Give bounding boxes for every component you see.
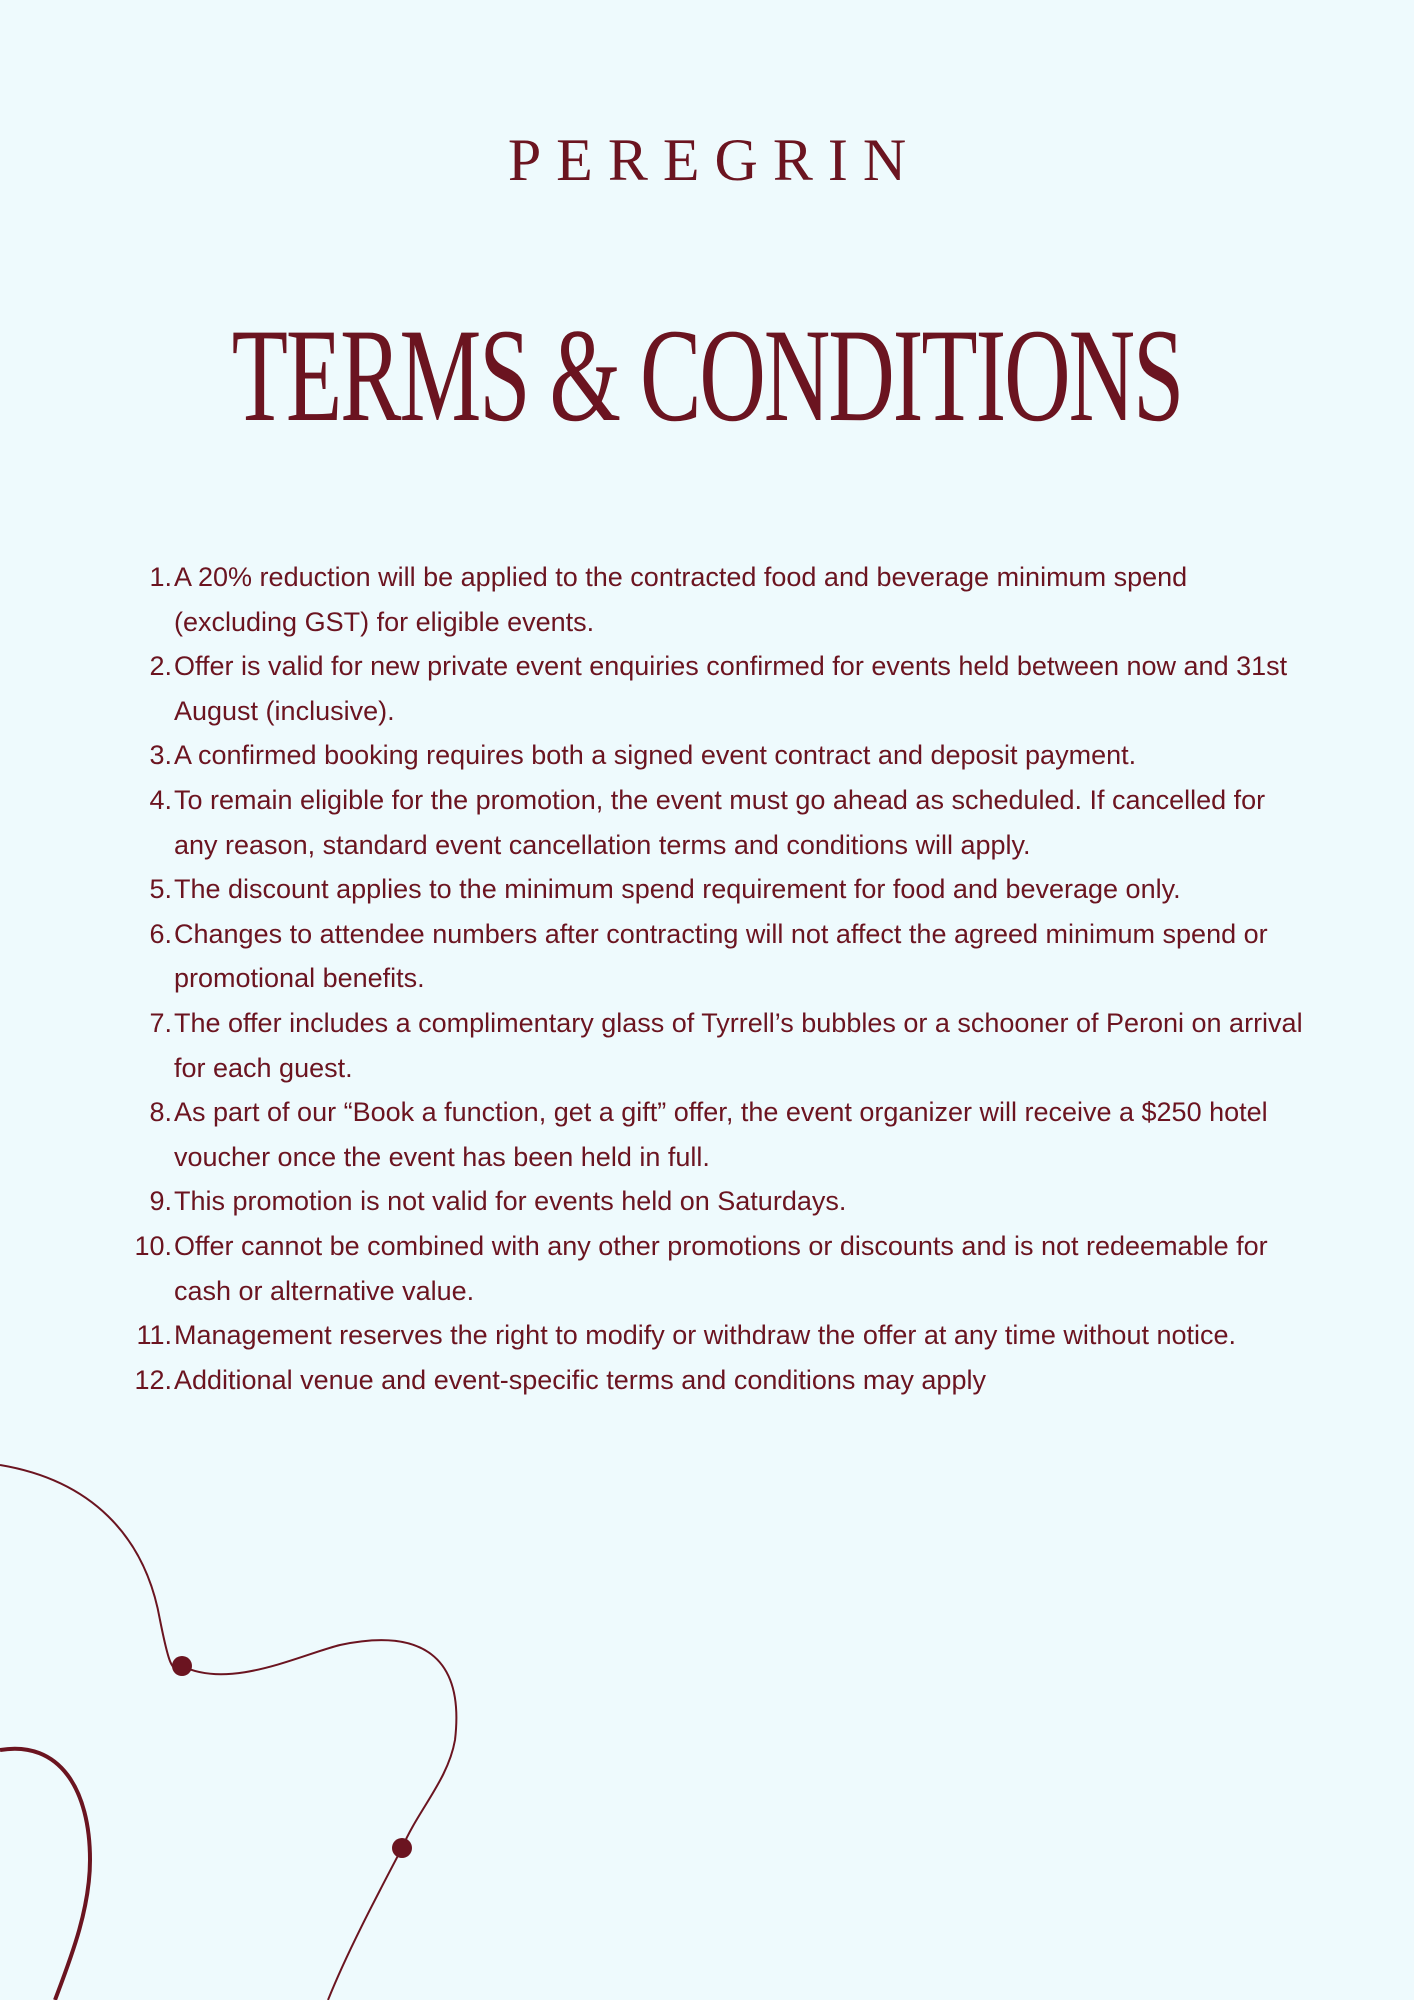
item-text: Management reserves the right to modify or withdraw the offer at any time without notice. bbox=[174, 1320, 1237, 1351]
item-number: 2. bbox=[149, 651, 172, 682]
list-item bbox=[130, 1224, 1310, 1313]
list-item bbox=[130, 1313, 1310, 1358]
item-text: To remain eligible for the promotion, the event must go ahead as scheduled. If cancelled for any reason, standard event cancellation terms and conditions will apply. bbox=[174, 784, 1266, 860]
item-text: Offer is valid for new private event enquiries confirmed for events held between now and 31st August (inclusive). bbox=[174, 651, 1288, 726]
curved-line-dots-decoration-icon bbox=[0, 1440, 520, 2000]
list-item bbox=[130, 1179, 1310, 1224]
thin-curve-line bbox=[0, 1465, 456, 2000]
item-text: Offer cannot be combined with any other promotions or discounts and is not redeemable for cash or alternative value. bbox=[174, 1230, 1268, 1306]
item-number: 9. bbox=[149, 1186, 172, 1217]
item-number: 10. bbox=[134, 1230, 172, 1261]
list-item bbox=[130, 555, 1310, 644]
item-text: Additional venue and event-specific terms and conditions may apply bbox=[174, 1364, 986, 1395]
item-text: The discount applies to the minimum spend requirement for food and beverage only. bbox=[174, 874, 1181, 905]
brand-logo: PEREGRIN bbox=[507, 127, 922, 193]
thick-curve-line bbox=[0, 1749, 90, 2000]
item-number: 1. bbox=[149, 562, 172, 592]
item-number: 8. bbox=[149, 1097, 172, 1128]
dot-marker bbox=[172, 1656, 192, 1676]
list-item bbox=[130, 644, 1310, 733]
list-item bbox=[130, 1090, 1310, 1179]
item-number: 6. bbox=[149, 918, 172, 949]
item-text: Changes to attendee numbers after contracting will not affect the agreed minimum spend or promotional benefits. bbox=[174, 918, 1268, 994]
list-item bbox=[130, 778, 1310, 867]
terms-list bbox=[130, 555, 1310, 1402]
item-text: As part of our “Book a function, get a gift” offer, the event organizer will receive a $250 hotel voucher once the event has been held in full. bbox=[174, 1097, 1268, 1172]
page-title: TERMS & CONDITIONS bbox=[231, 301, 1183, 449]
item-text: The offer includes a complimentary glass of Tyrrell’s bubbles or a schooner of Peroni on arrival for each guest. bbox=[174, 1007, 1303, 1083]
list-item bbox=[130, 733, 1310, 778]
item-number: 3. bbox=[149, 740, 172, 771]
item-number: 4. bbox=[149, 784, 172, 815]
item-number: 7. bbox=[149, 1007, 172, 1038]
list-item bbox=[130, 867, 1310, 912]
item-text: A confirmed booking requires both a signed event contract and deposit payment. bbox=[174, 740, 1137, 771]
item-number: 11. bbox=[136, 1320, 172, 1351]
item-text: A 20% reduction will be applied to the contracted food and beverage minimum spend (excluding GST) for eligible events. bbox=[174, 562, 1188, 637]
list-item bbox=[130, 912, 1310, 1001]
item-number: 5. bbox=[149, 874, 172, 905]
item-number: 12. bbox=[134, 1364, 172, 1395]
list-item bbox=[130, 1001, 1310, 1090]
dot-marker bbox=[392, 1838, 412, 1858]
list-item bbox=[130, 1358, 1310, 1403]
item-text: This promotion is not valid for events held on Saturdays. bbox=[174, 1186, 847, 1217]
